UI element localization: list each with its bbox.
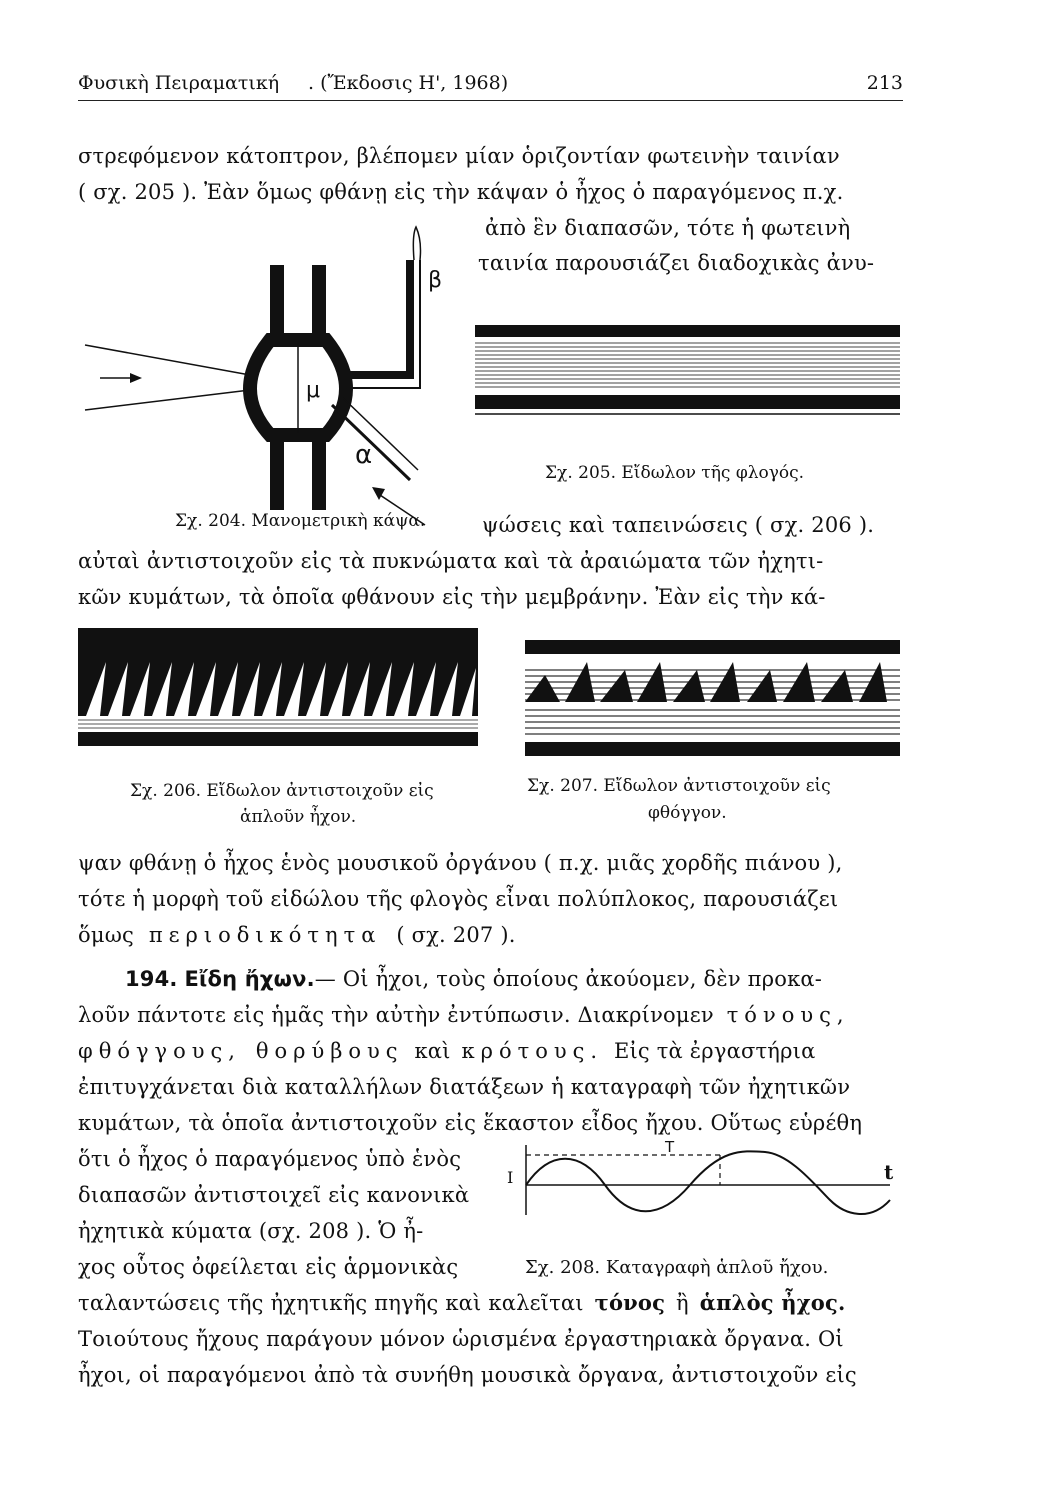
running-header — [78, 70, 903, 101]
text-line: κυμάτων, τὰ ὁποῖα ἀντιστοιχοῦν εἰς ἕκαστον εἶδος ἤχου. Οὕτως εὑρέθη — [78, 1111, 863, 1135]
text-line: ταινία παρουσιάζει διαδοχικὰς ἀνυ- — [478, 251, 875, 275]
emphasis-spaced: τόνους, — [726, 1003, 850, 1027]
text-line: ψαν φθάνῃ ὁ ἦχος ἑνὸς μουσικοῦ ὀργάνου ( π.χ. μιᾶς χορδῆς πιάνου ), — [78, 851, 843, 875]
term-bold: ἁπλὸς ἦχος. — [699, 1290, 846, 1315]
figure-207-musical-tone — [525, 640, 900, 760]
emphasis-spaced: περιοδικότητα — [148, 923, 382, 947]
text-line: κῶν κυμάτων, τὰ ὁποῖα φθάνουν εἰς τὴν μεμβράνην. Ἐὰν εἰς τὴν κά- — [78, 585, 826, 609]
emphasis-spaced: θορύβους — [255, 1039, 404, 1063]
section-heading-line — [125, 966, 822, 992]
fig207-caption-line2: φθόγγον. — [648, 803, 727, 823]
text-line: ( σχ. 205 ). Ἐὰν ὅμως φθάνῃ εἰς τὴν κάψαν ὁ ἦχος ὁ παραγόμενος π.χ. — [78, 180, 844, 204]
text-line: ψώσεις καὶ ταπεινώσεις ( σχ. 206 ). — [482, 513, 875, 537]
text-fragment: Εἰς τὰ ἐργαστήρια — [613, 1039, 816, 1063]
text-line: ἐπιτυγχάνεται διὰ καταλλήλων διατάξεων ἡ καταγραφὴ τῶν ἠχητικῶν — [78, 1075, 851, 1099]
text-fragment: καὶ — [414, 1039, 451, 1063]
emphasis-spaced: κρότους. — [461, 1039, 604, 1063]
text-line: διαπασῶν ἀντιστοιχεῖ εἰς κανονικὰ — [78, 1183, 470, 1207]
fig204-label-beta: β — [428, 268, 443, 293]
text-line: στρεφόμενον κάτοπτρον, βλέπομεν μίαν ὁριζοντίαν φωτεινὴν ταινίαν — [78, 144, 840, 168]
fig208-caption: Σχ. 208. Καταγραφὴ ἁπλοῦ ἤχου. — [525, 1257, 829, 1278]
fig207-caption-line1: Σχ. 207. Εἴδωλον ἀντιστοιχοῦν εἰς — [527, 776, 831, 796]
text-line — [78, 922, 516, 948]
fig208-label-T: T — [665, 1138, 675, 1156]
text-line: τότε ἡ μορφὴ τοῦ εἰδώλου τῆς φλογὸς εἶναι πολύπλοκος, παρουσιάζει — [78, 887, 839, 911]
text-fragment: ὅμως — [78, 923, 134, 947]
figure-204-manometric-capsule — [80, 225, 460, 515]
text-line: αὐταὶ ἀντιστοιχοῦν εἰς τὰ πυκνώματα καὶ τὰ ἀραιώματα τῶν ἠχητι- — [78, 549, 824, 573]
text-line: χος οὗτος ὀφείλεται εἰς ἁρμονικὰς — [78, 1255, 459, 1279]
fig206-caption-line1: Σχ. 206. Εἴδωλον ἀντιστοιχοῦν εἰς — [130, 781, 434, 801]
text-fragment: λοῦν πάντοτε εἰς ἡμᾶς τὴν αὐτὴν ἐντύπωσιν. Διακρίνομεν — [78, 1003, 714, 1027]
text-line — [78, 1002, 850, 1028]
text-line: ἠχητικὰ κύματα (σχ. 208 ). Ὁ ἦ- — [78, 1219, 424, 1243]
text-fragment: ἢ — [676, 1291, 689, 1315]
figure-205-flame-image — [475, 325, 900, 415]
text-line: ὅτι ὁ ἦχος ὁ παραγόμενος ὑπὸ ἑνὸς — [78, 1147, 462, 1171]
page-number: 213 — [866, 72, 903, 94]
fig208-label-I: I — [507, 1168, 514, 1187]
text-line — [78, 1038, 815, 1064]
text-line: ἀπὸ ἓν διαπασῶν, τότε ἡ φωτεινὴ — [485, 216, 851, 240]
text-line — [78, 1290, 845, 1316]
fig208-label-t: t — [884, 1160, 894, 1184]
text-line: ἦχοι, οἱ παραγόμενοι ἀπὸ τὰ συνήθη μουσικὰ ὄργανα, ἀντιστοιχοῦν εἰς — [78, 1363, 857, 1387]
section-number: 194. — [125, 967, 178, 991]
fig204-label-mu: μ — [306, 378, 320, 403]
figure-206-simple-sound — [78, 628, 478, 758]
figure-208-sound-recording — [510, 1140, 900, 1240]
header-title: Φυσικὴ Πειραματική — [78, 72, 280, 94]
emphasis-spaced: φθόγγους, — [78, 1039, 241, 1063]
section-title: Εἴδη ἤχων. — [184, 967, 315, 991]
fig206-caption-line2: ἁπλοῦν ἦχον. — [240, 807, 357, 827]
text-line: Τοιούτους ἤχους παράγουν μόνον ὡρισμένα ἐργαστηριακὰ ὄργανα. Οἱ — [78, 1327, 844, 1351]
text-fragment: — Οἱ ἦχοι, τοὺς ὁποίους ἀκούομεν, δὲν προκα- — [314, 967, 823, 991]
fig204-caption: Σχ. 204. Μανομετρικὴ κάψα. — [175, 511, 426, 531]
header-edition: . (Ἔκδοσις Η', 1968) — [308, 72, 509, 94]
text-fragment: ταλαντώσεις τῆς ἠχητικῆς πηγῆς καὶ καλεῖται — [78, 1291, 584, 1315]
fig204-label-alpha: α — [355, 440, 373, 470]
term-bold: τόνος — [594, 1290, 666, 1315]
fig205-caption: Σχ. 205. Εἴδωλον τῆς φλογός. — [545, 463, 805, 483]
text-fragment: ( σχ. 207 ). — [396, 923, 516, 947]
